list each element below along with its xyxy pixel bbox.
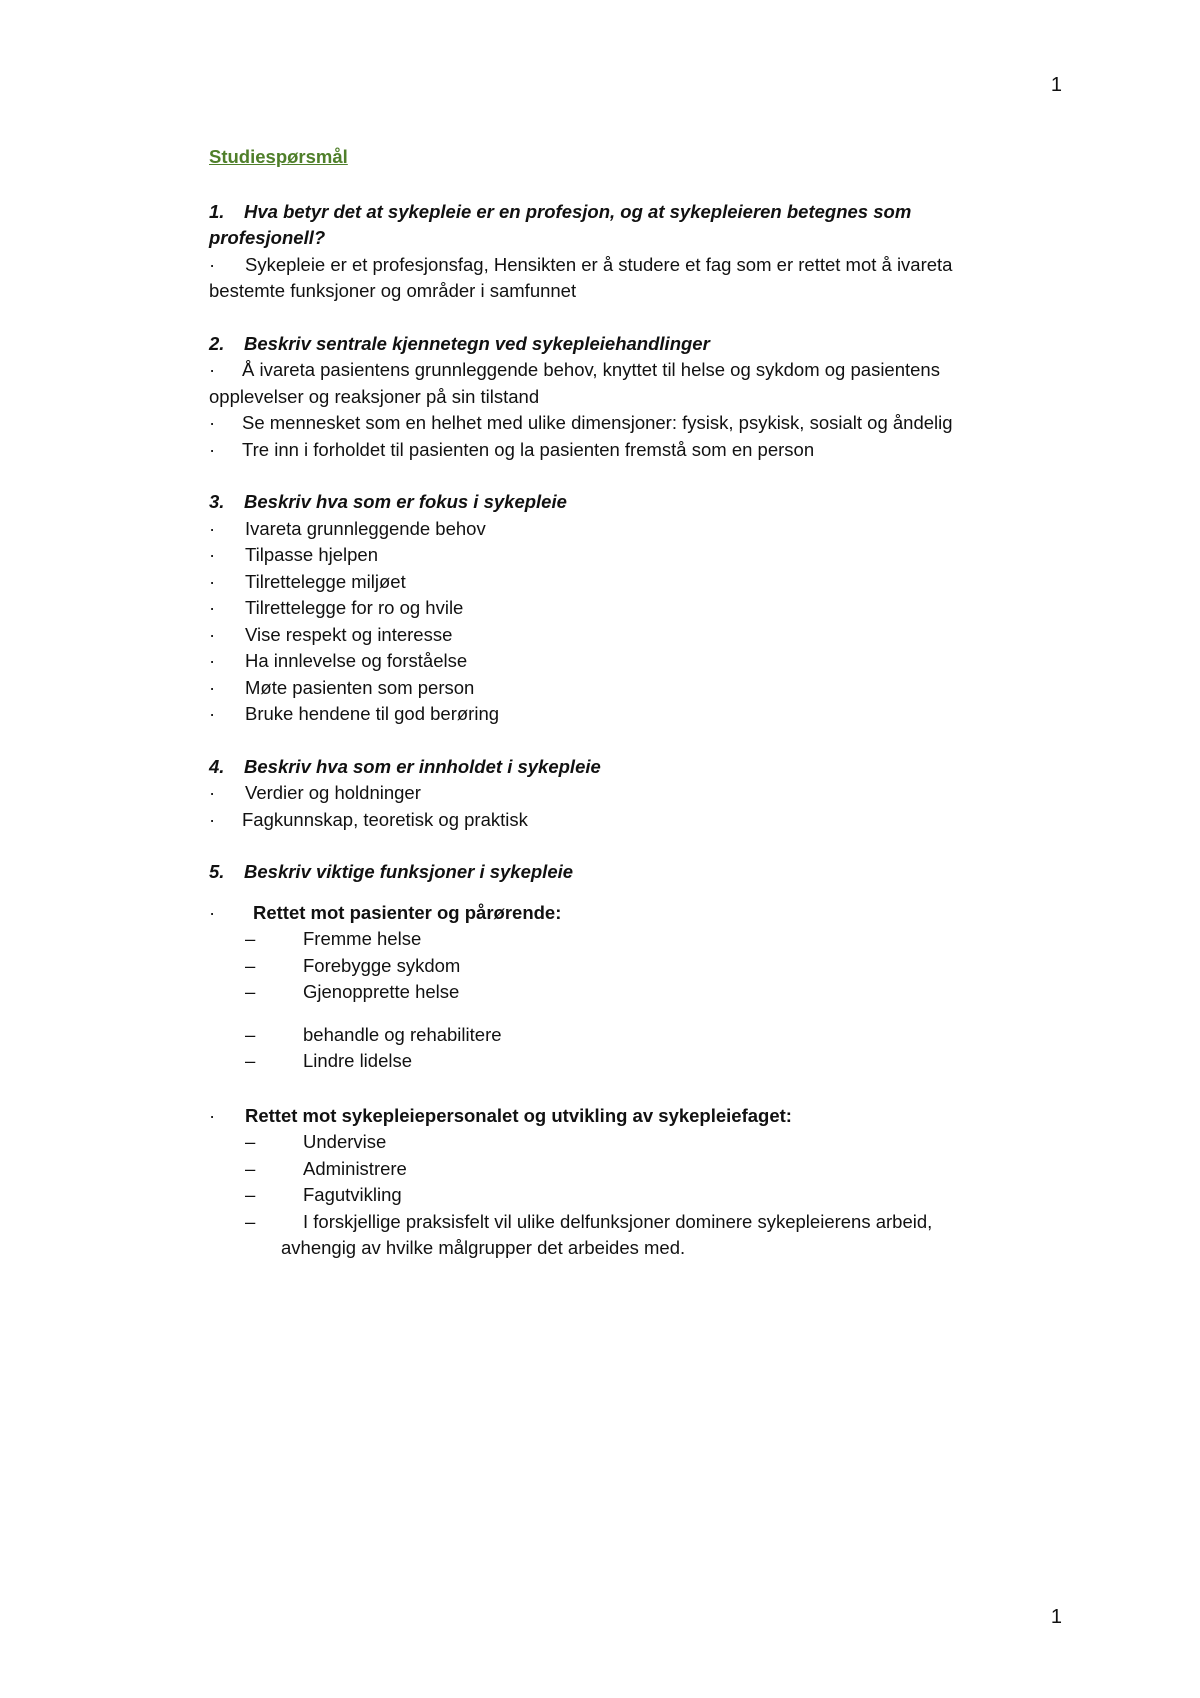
list-item-text: Gjenopprette helse xyxy=(303,981,460,1002)
list-item-text: Tre inn i forholdet til pasienten og la pasienten fremstå som en person xyxy=(242,438,815,460)
list-item xyxy=(209,542,1029,569)
question-2-text: Beskriv sentrale kjennetegn ved sykepleiehandlinger xyxy=(244,332,710,354)
list-item xyxy=(209,357,1029,410)
question-4-number: 4. xyxy=(209,755,225,777)
list-item-text: Ha innlevelse og forståelse xyxy=(245,650,468,671)
bullet: · xyxy=(209,517,216,539)
list-item xyxy=(209,437,1029,464)
question-2-number: 2. xyxy=(209,332,225,354)
list-item-text: Fagkunnskap, teoretisk og praktisk xyxy=(242,808,528,830)
list-item-text: Lindre lidelse xyxy=(303,1050,413,1071)
page-number-top: 1 xyxy=(1050,74,1062,96)
list-item-text: Møte pasienten som person xyxy=(245,676,475,698)
list-item-text: Administrere xyxy=(303,1157,407,1179)
bullet: · xyxy=(209,1104,216,1126)
bullet: · xyxy=(209,901,216,923)
question-1 xyxy=(209,199,1029,252)
list-item xyxy=(245,1156,1029,1183)
list-item-text: Tilrettelegge miljøet xyxy=(245,570,406,592)
bullet: · xyxy=(209,544,216,565)
list-item xyxy=(245,1182,1029,1209)
bullet: · xyxy=(209,782,216,803)
question-4 xyxy=(209,754,1029,781)
list-item-text: I forskjellige praksisfelt vil ulike delfunksjoner dominere sykepleierens arbeid, xyxy=(303,1210,933,1232)
question-2 xyxy=(209,331,1029,358)
list-item-continuation: avhengig av hvilke målgrupper det arbeides med. xyxy=(281,1237,686,1258)
list-item xyxy=(209,569,1029,596)
question-3-number: 3. xyxy=(209,491,225,512)
bullet: · xyxy=(209,570,216,592)
list-item-text: Å ivareta pasientens grunnleggende behov, knyttet til helse og sykdom og pasientens opplevelser og reaksjoner på sin tilstand xyxy=(209,359,940,407)
list-item xyxy=(209,648,1029,675)
answer-text: Sykepleie er et profesjonsfag, Hensikten er å studere et fag som er rettet mot å ivareta bestemte funksjoner og områder i samfunnet xyxy=(209,253,953,301)
list-item xyxy=(245,1129,1029,1156)
list-item-text: Tilpasse hjelpen xyxy=(245,544,379,565)
group-heading-text: Rettet mot pasienter og pårørende: xyxy=(253,901,562,923)
list-item xyxy=(209,807,1029,834)
dash: – xyxy=(245,954,256,976)
question-3 xyxy=(209,489,1029,516)
list-item-text: Vise respekt og interesse xyxy=(245,623,453,645)
dash: – xyxy=(245,981,256,1002)
list-item xyxy=(209,675,1029,702)
document-body xyxy=(209,144,1029,1262)
list-item xyxy=(245,979,1029,1006)
list-item xyxy=(245,1048,1029,1075)
list-item-text: Forebygge sykdom xyxy=(303,954,461,976)
list-item-text: Fagutvikling xyxy=(303,1184,402,1205)
list-item xyxy=(209,410,1029,437)
bullet: · xyxy=(209,703,216,724)
question-1-text: Hva betyr det at sykepleie er en profesjon, og at sykepleieren betegnes som profesjonell? xyxy=(209,200,912,248)
list-item-text: Undervise xyxy=(303,1131,387,1152)
list-item-text: behandle og rehabilitere xyxy=(303,1023,502,1045)
bullet: · xyxy=(209,597,216,618)
question-4-text: Beskriv hva som er innholdet i sykepleie xyxy=(244,755,601,777)
list-item xyxy=(209,701,1029,728)
list-item xyxy=(245,1022,1029,1049)
list-item xyxy=(245,926,1029,953)
group-heading-text: Rettet mot sykepleiepersonalet og utvikling av sykepleiefaget: xyxy=(245,1104,792,1126)
list-item xyxy=(209,516,1029,543)
list-item xyxy=(209,780,1029,807)
question-5-text: Beskriv viktige funksjoner i sykepleie xyxy=(244,861,574,882)
question-1-number: 1. xyxy=(209,200,225,222)
bullet: · xyxy=(209,623,216,645)
bullet: · xyxy=(209,412,216,433)
bullet: · xyxy=(209,438,216,460)
bullet: · xyxy=(209,676,216,698)
bullet: · xyxy=(209,650,216,671)
document-title: Studiespørsmål xyxy=(209,146,348,167)
question-5 xyxy=(209,859,1029,886)
dash: – xyxy=(245,928,256,949)
dash: – xyxy=(245,1157,256,1179)
list-item-text: Ivareta grunnleggende behov xyxy=(245,517,486,539)
function-group-1-heading xyxy=(209,900,1029,927)
dash: – xyxy=(245,1050,256,1071)
bullet: · xyxy=(209,253,216,275)
list-item-text: Verdier og holdninger xyxy=(245,782,421,803)
bullet: · xyxy=(209,359,216,380)
list-item-text: Fremme helse xyxy=(303,928,422,949)
dash: – xyxy=(245,1210,256,1232)
list-item-text: Bruke hendene til god berøring xyxy=(245,703,500,724)
list-item xyxy=(245,953,1029,980)
dash: – xyxy=(245,1023,256,1045)
question-3-text: Beskriv hva som er fokus i sykepleie xyxy=(244,491,567,512)
question-5-number: 5. xyxy=(209,861,225,882)
bullet: · xyxy=(209,808,216,830)
list-item-text: Tilrettelegge for ro og hvile xyxy=(245,597,464,618)
question-1-answer xyxy=(209,252,1029,305)
list-item xyxy=(209,622,1029,649)
dash: – xyxy=(245,1184,256,1205)
list-item-text: Se mennesket som en helhet med ulike dimensjoner: fysisk, psykisk, sosialt og åndelig xyxy=(242,412,953,433)
list-item xyxy=(209,595,1029,622)
function-group-2-heading xyxy=(209,1103,1029,1130)
dash: – xyxy=(245,1131,256,1152)
list-item xyxy=(245,1209,1029,1236)
page-number-bottom: 1 xyxy=(1050,1606,1062,1628)
